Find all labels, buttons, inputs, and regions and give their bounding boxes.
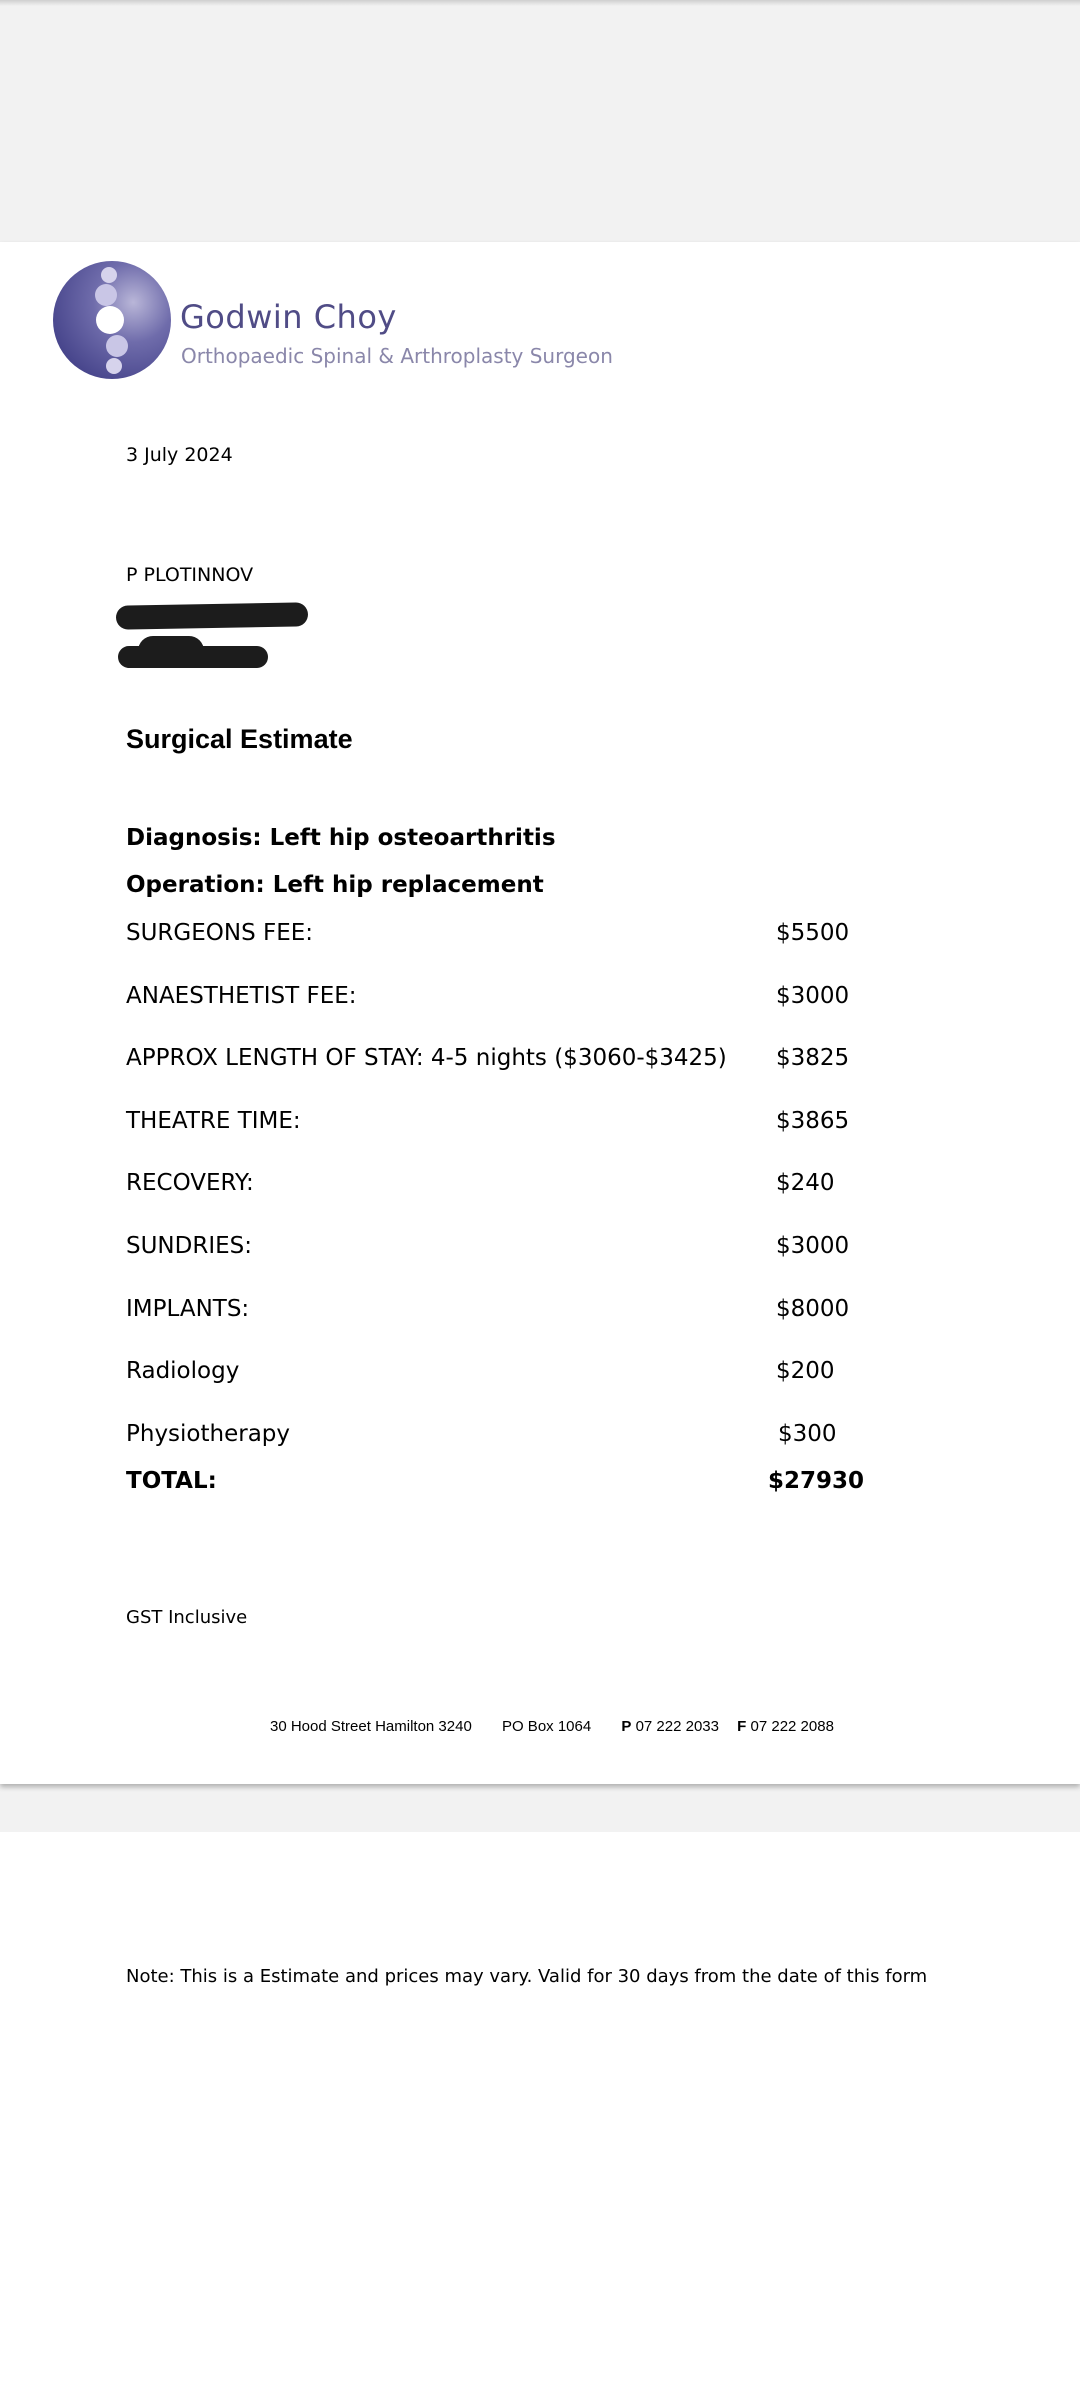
- fee-label: SURGEONS FEE:: [126, 920, 314, 946]
- fee-label: SUNDRIES:: [126, 1232, 252, 1259]
- footer-fax-number: 07 222 2088: [750, 1718, 834, 1735]
- letterhead-footer: [270, 1718, 860, 1735]
- total-label: TOTAL:: [126, 1468, 217, 1494]
- total-amount: $27930: [768, 1468, 865, 1494]
- fee-row: [126, 910, 886, 973]
- fee-label: THEATRE TIME:: [126, 1107, 301, 1134]
- fee-amount: $8000: [776, 1295, 850, 1322]
- fee-label: RECOVERY:: [126, 1170, 254, 1197]
- gst-note: GST Inclusive: [126, 1607, 248, 1628]
- letter-date: 3 July 2024: [126, 444, 233, 466]
- fee-amount: $3000: [776, 982, 850, 1009]
- fee-label: Physiotherapy: [126, 1420, 291, 1447]
- fee-label: ANAESTHETIST FEE:: [126, 982, 357, 1009]
- fee-amount: $240: [776, 1170, 835, 1197]
- footer-address: 30 Hood Street Hamilton 3240: [270, 1718, 472, 1735]
- fee-row: [126, 1223, 886, 1286]
- footer-po-box: PO Box 1064: [501, 1718, 592, 1735]
- footer-phone: [621, 1718, 719, 1735]
- fee-row: [126, 1160, 886, 1223]
- footer-fax-prefix: F: [737, 1718, 747, 1735]
- diagnosis: Diagnosis: Left hip osteoarthritis: [126, 825, 556, 851]
- fee-row: [126, 1286, 886, 1349]
- fee-amount: $3000: [776, 1232, 850, 1259]
- brand-subtitle: Orthopaedic Spinal & Arthroplasty Surgeon: [181, 344, 613, 368]
- fee-amount: $3825: [776, 1045, 850, 1072]
- footer-phone-number: 07 222 2033: [635, 1718, 719, 1735]
- fee-label: Radiology: [126, 1358, 240, 1385]
- redacted-address-line-1: [116, 602, 308, 629]
- brand-name: Godwin Choy: [180, 298, 397, 336]
- fee-label: APPROX LENGTH OF STAY: 4-5 nights ($3060-$3425): [126, 1045, 727, 1072]
- viewer-top-edge: [0, 0, 1080, 6]
- patient-name: P PLOTINNOV: [126, 564, 254, 586]
- redacted-address-blot: [138, 636, 204, 666]
- fee-row: [126, 1348, 886, 1411]
- fee-table: [126, 910, 886, 1473]
- fee-row: [126, 1411, 886, 1474]
- spine-logo-icon: [52, 260, 172, 380]
- fee-amount: $3865: [776, 1107, 850, 1134]
- footer-phone-prefix: P: [621, 1718, 632, 1735]
- operation: Operation: Left hip replacement: [126, 872, 544, 898]
- fee-row: [126, 1035, 886, 1098]
- fee-row: [126, 1098, 886, 1161]
- fee-row: [126, 973, 886, 1036]
- footer-fax: [737, 1718, 834, 1735]
- document-title: Surgical Estimate: [126, 724, 353, 754]
- page-1: [0, 242, 1080, 1784]
- fee-amount: $200: [776, 1358, 835, 1385]
- fee-amount: $5500: [776, 920, 850, 946]
- fee-label: IMPLANTS:: [126, 1295, 250, 1322]
- validity-note: Note: This is a Estimate and prices may vary. Valid for 30 days from the date of this form: [126, 1966, 928, 1987]
- page-2: [0, 1832, 1080, 2408]
- fee-amount: $300: [778, 1420, 837, 1447]
